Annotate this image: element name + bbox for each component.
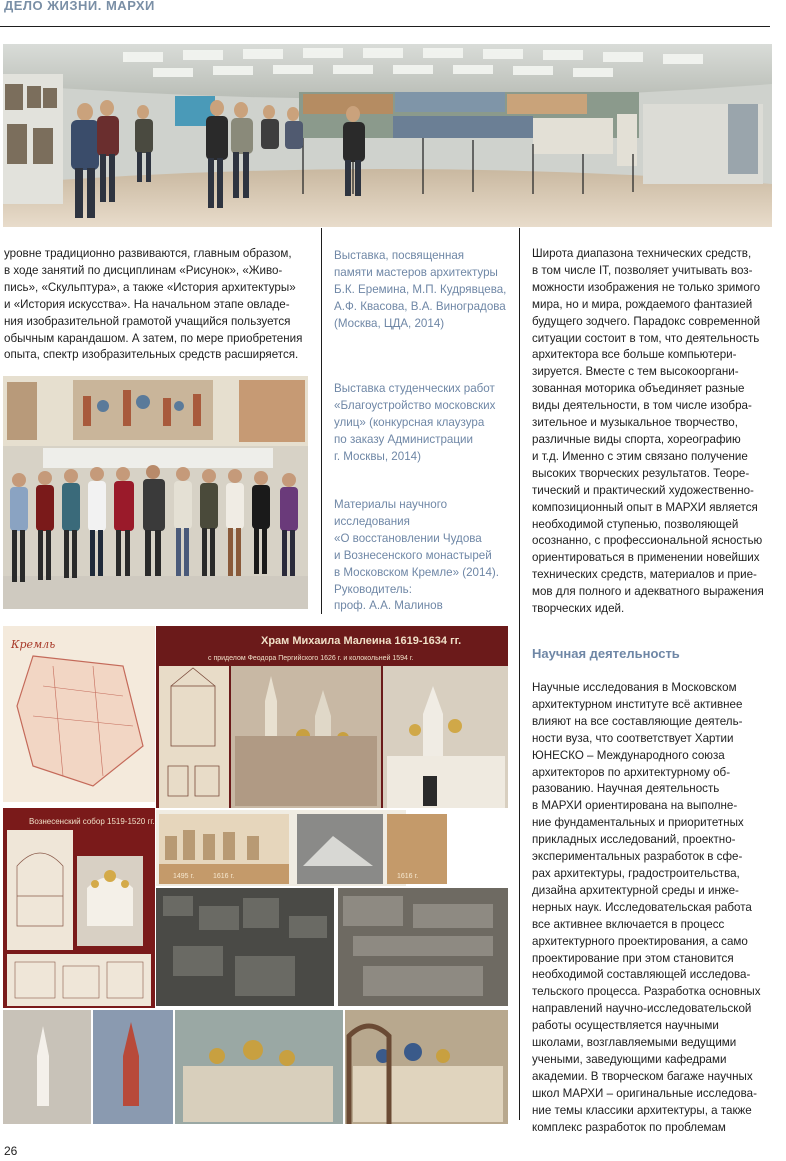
kremlin-plan-drawing (3, 626, 155, 802)
text-line: прикладных исследований, проектно- (532, 833, 736, 847)
right-column-text-research (532, 680, 782, 1136)
caption-line: исследования (334, 514, 410, 528)
caption-line: и Вознесенского монастырей (334, 548, 492, 562)
caption-line: «О восстановлении Чудова (334, 531, 482, 545)
plan-title: Кремль (11, 638, 56, 651)
text-line: тельского процесса. Разработка основных (532, 985, 761, 999)
text-line: школ МАРХИ – оригинальные исследова- (532, 1086, 757, 1100)
caption-line: улиц» (конкурсная клаузура (334, 415, 485, 429)
text-line: зируется. Вместе с тем высокооргани- (532, 365, 739, 379)
page-number: 26 (4, 1144, 18, 1158)
caption-line: г. Москвы, 2014) (334, 449, 421, 463)
caption-line: Материалы научного (334, 498, 448, 511)
year-label: 1495 г. (173, 873, 195, 880)
right-column-text (532, 246, 782, 618)
text-line: экспериментальных разработок в сфе- (532, 850, 743, 864)
year-label: 1616 г. (213, 873, 235, 880)
column-divider-left (321, 228, 322, 614)
text-line: в МАРХИ ориентирована на выполне- (532, 799, 738, 813)
text-line: можности изображения не только зримого (532, 280, 761, 294)
text-line: учеными, заведующими кафедрами (532, 1052, 727, 1066)
text-line: рах архитектуры, градостроительства, (532, 866, 740, 880)
caption-line: А.Ф. Квасова, В.А. Виноградова (334, 299, 506, 313)
text-line: ния изобразительной грамотой учащийся пользуется (4, 314, 291, 328)
caption-line: памяти мастеров архитектуры (334, 265, 498, 279)
text-line: зительное и музыкальное творчество, (532, 416, 738, 430)
section-header: ДЕЛО ЖИЗНИ. МАРХИ (4, 0, 155, 13)
text-line: влияют на все составляющие деятель- (532, 714, 743, 728)
text-line: мира, но и мира, рождаемого фантазией (532, 297, 753, 311)
cathedral-panel (3, 808, 155, 1008)
aerial-photos (156, 888, 508, 1006)
caption-line: Руководитель: (334, 582, 412, 596)
caption-line: Выставка студенческих работ (334, 382, 495, 395)
text-line: творческих идей. (532, 602, 625, 616)
caption-line: в Московском Кремле» (2014). (334, 565, 499, 579)
text-line: опыта, спектр изобразительных средств расширяется. (4, 348, 299, 362)
text-line: в ходе занятий по дисциплинам «Рисунок», «Живо- (4, 263, 283, 277)
exhibition-hall-panorama-photo (3, 44, 772, 227)
year-label: 1616 г. (397, 873, 419, 880)
text-line: тический и практический художественно- (532, 483, 754, 497)
caption-line: (Москва, ЦДА, 2014) (334, 316, 445, 330)
text-line: проектирование при этом становится (532, 951, 734, 965)
text-line: работы осуществляется научными (532, 1019, 719, 1033)
text-line: Научные исследования в Московском (532, 681, 737, 694)
text-line: композиционный опыт в МАРХИ является (532, 500, 758, 514)
left-column-text (4, 246, 310, 364)
text-line: разованию. Научная деятельность (532, 782, 720, 796)
cathedral-title: Вознесенский собор 1519-1520 гг. (29, 817, 155, 826)
text-line: зованная моторика объединяет разные (532, 382, 745, 396)
caption-line: «Благоустройство московских (334, 398, 496, 412)
text-line: нерных наук. Исследовательская работа (532, 900, 752, 914)
text-line: ЮНЕСКО – Международного союза (532, 748, 725, 762)
text-line: пись», «Скульптура», а также «История архитектуры» (4, 280, 296, 294)
church-title: Храм Михаила Малеина 1619-1634 гг. (261, 635, 462, 647)
text-line: необходимой ступенью, позволяющей (532, 517, 739, 531)
bottom-photo-row (3, 1010, 508, 1124)
kremlin-research-collage (3, 626, 508, 1124)
caption-line: Б.К. Еремина, М.П. Кудрявцева, (334, 282, 507, 296)
text-line: архитектора все больше компьютери- (532, 348, 737, 362)
text-line: виды деятельности, в том числе изобра- (532, 399, 752, 413)
text-line: в том числе IT, позволяет учитывать воз- (532, 263, 753, 277)
church-reconstruction-panel (156, 626, 508, 808)
text-line: различные виды спорта, хореографию (532, 432, 741, 446)
caption-line: проф. А.А. Малинов (334, 599, 443, 613)
text-line: ситуации состоит в том, что деятельность (532, 331, 760, 345)
students-group-photo (3, 376, 308, 609)
text-line: дизайна архитектурной среды и инже- (532, 883, 739, 897)
text-line: академии. В творческом багаже научных (532, 1069, 753, 1083)
text-line: осознанно, с профессиональной ясностью (532, 534, 763, 548)
text-line: необходимой составляющей исследова- (532, 968, 751, 982)
text-line: высоких творческих результатов. Теоре- (532, 466, 750, 480)
text-line: мов для полного и адекватного выражения (532, 585, 764, 599)
caption-exhibition-masters (334, 248, 514, 333)
church-subtitle: с приделом Феодора Пергийского 1626 г. и колокольней 1594 г. (208, 655, 414, 662)
text-line: все активнее включается в процесс (532, 917, 725, 931)
text-line: ние темы классики архитектуры, а также (532, 1103, 752, 1117)
text-line: уровне традиционно развиваются, главным образом, (4, 247, 292, 260)
text-line: и «История искусства». На начальном этапе овладе- (4, 297, 290, 311)
section-heading-scientific: Научная деятельность (532, 646, 680, 661)
column-divider-right (519, 228, 520, 1120)
caption-line: Выставка, посвященная (334, 249, 465, 262)
text-line: архитекторов по архитектурному об- (532, 765, 731, 779)
caption-line: по заказу Администрации (334, 432, 473, 446)
text-line: ности вуза, что соответствует Хартии (532, 731, 734, 745)
text-line: направлений научно-исследовательской (532, 1002, 752, 1016)
caption-exhibition-students (334, 381, 514, 466)
text-line: будущего зодчего. Парадокс современной (532, 314, 761, 328)
text-line: архитектурном институте всё активнее (532, 697, 743, 711)
caption-research-materials (334, 497, 514, 615)
text-line: комплекс разработок по проблемам (532, 1120, 726, 1134)
text-line: ние фундаментальных и приоритетных (532, 816, 744, 830)
text-line: школами, возглавляемыми ведущими (532, 1036, 737, 1050)
historic-drawings-strip (156, 810, 508, 886)
text-line: и т.д. Именно с этим связано получение (532, 449, 748, 463)
text-line: ориентироваться в применении новейших (532, 551, 760, 565)
text-line: технических средств, материалов и прие- (532, 568, 757, 582)
text-line: архитектурного проектирования, а само (532, 934, 748, 948)
header-rule (0, 26, 770, 27)
text-line: обычным карандашом. А затем, по мере приобретения (4, 331, 303, 345)
text-line: Широта диапазона технических средств, (532, 247, 752, 260)
